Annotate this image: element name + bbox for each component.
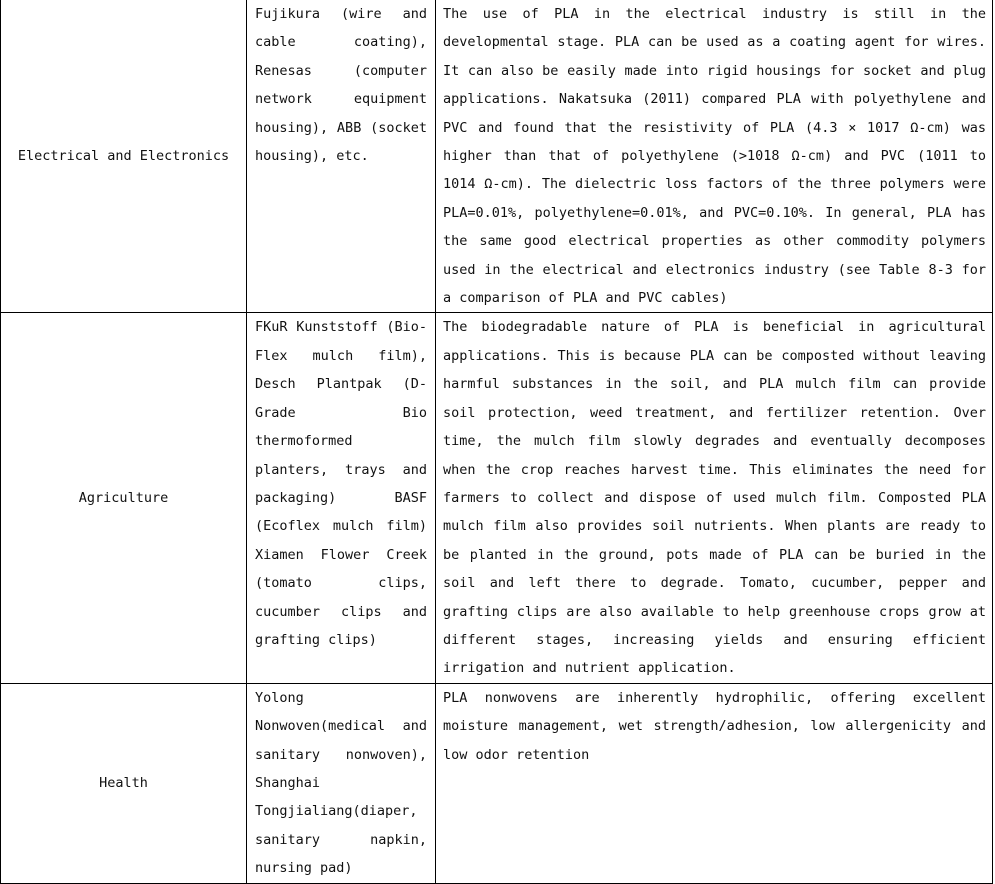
application-cell: Electrical and Electronics [1,0,247,313]
table-row [1,313,993,683]
companies-cell: Fujikura (wire and cable coating), Renesas (computer network equipment housing), ABB (socket housing), etc. [247,0,436,313]
table-row [1,0,993,313]
application-cell: Agriculture [1,313,247,683]
companies-cell: Yolong Nonwoven(medical and sanitary nonwoven), Shanghai Tongjialiang(diaper, sanitary napkin, nursing pad) [247,683,436,883]
description-cell: The biodegradable nature of PLA is beneficial in agricultural applications. This is because PLA can be composted without leaving harmful substances in the soil, and PLA mulch film can provide soil protection, weed treatment, and fertilizer retention. Over time, the mulch film slowly degrades and eventually decomposes when the crop reaches harvest time. This eliminates the need for farmers to collect and dispose of used mulch film. Composted PLA mulch film also provides soil nutrients. When plants are ready to be planted in the ground, pots made of PLA can be buried in the soil and left there to degrade. Tomato, cucumber, pepper and grafting clips are also available to help greenhouse crops grow at different stages, increasing yields and ensuring efficient irrigation and nutrient application. [436,313,993,683]
description-cell: The use of PLA in the electrical industry is still in the developmental stage. PLA can be used as a coating agent for wires. It can also be easily made into rigid housings for socket and plug applications. Nakatsuka (2011) compared PLA with polyethylene and PVC and found that the resistivity of PLA (4.3 × 1017 Ω-cm) was higher than that of polyethylene (>1018 Ω-cm) and PVC (1011 to 1014 Ω-cm). The dielectric loss factors of the three polymers were PLA=0.01%, polyethylene=0.01%, and PVC=0.10%. In general, PLA has the same good electrical properties as other commodity polymers used in the electrical and electronics industry (see Table 8-3 for a comparison of PLA and PVC cables) [436,0,993,313]
table-row [1,683,993,883]
companies-cell: FKuR Kunststoff (Bio-Flex mulch film), Desch Plantpak (D-Grade Bio thermoformed planters, trays and packaging) BASF (Ecoflex mulch film) Xiamen Flower Creek (tomato clips, cucumber clips and grafting clips) [247,313,436,683]
description-cell: PLA nonwovens are inherently hydrophilic, offering excellent moisture management, wet strength/adhesion, low allergenicity and low odor retention [436,683,993,883]
application-cell: Health [1,683,247,883]
